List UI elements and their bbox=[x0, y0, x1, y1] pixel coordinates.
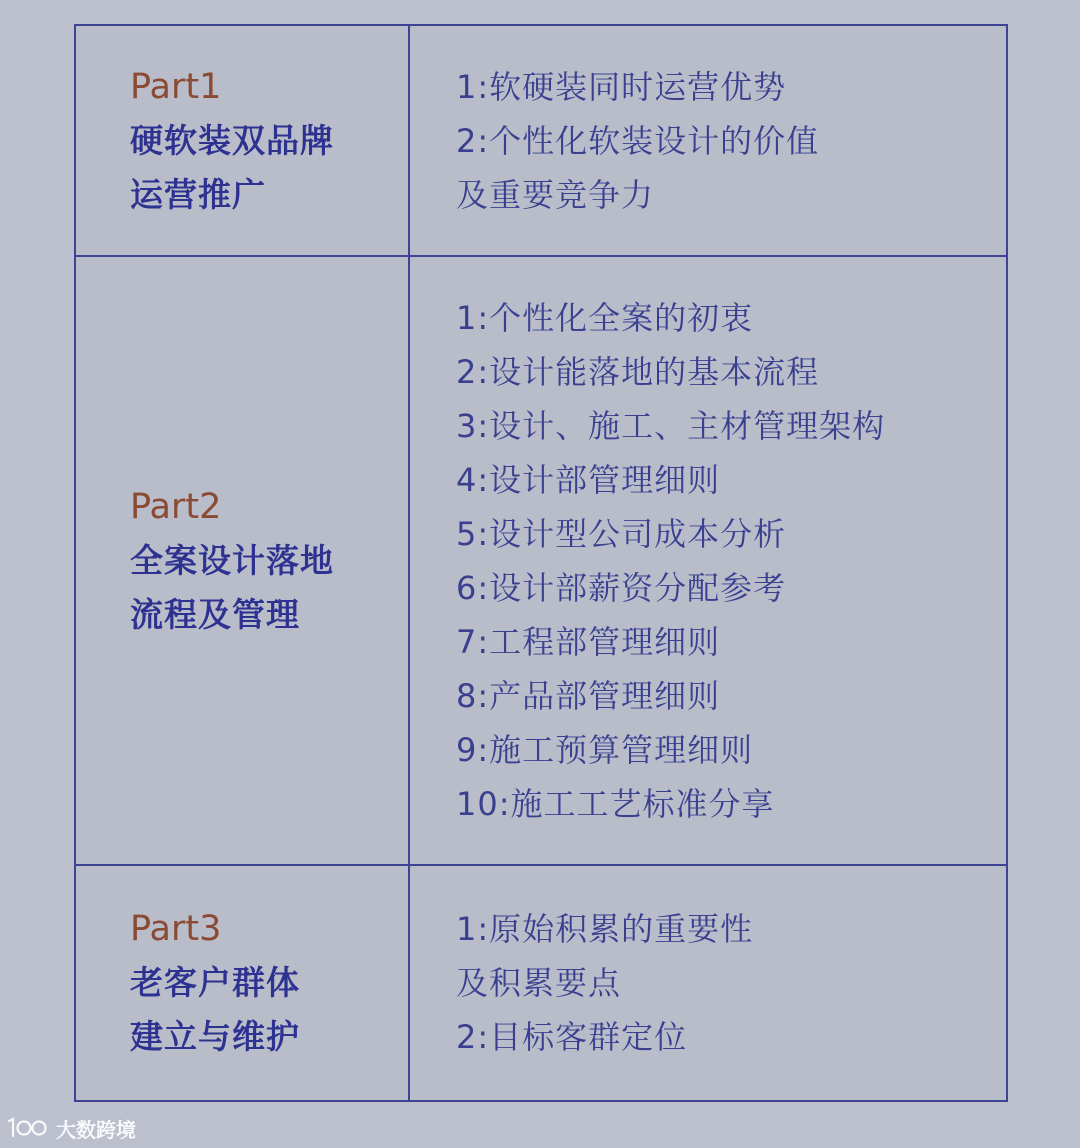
list-item: 及积累要点 bbox=[456, 964, 622, 1002]
list-item: 1:个性化全案的初衷 bbox=[456, 298, 754, 337]
list-item: 5:设计型公司成本分析 bbox=[456, 514, 787, 553]
list-item: 7:工程部管理细则 bbox=[456, 622, 721, 661]
100-logo-icon bbox=[6, 1116, 50, 1140]
section-heading-cell bbox=[76, 26, 410, 255]
list-item: 2:目标客群定位 bbox=[456, 1018, 688, 1056]
part-label: Part2 bbox=[130, 486, 222, 527]
list-item: 10:施工工艺标准分享 bbox=[456, 784, 775, 823]
part-title-line: 流程及管理 bbox=[130, 594, 300, 634]
list-item: 8:产品部管理细则 bbox=[456, 676, 721, 715]
part-title-line: 运营推广 bbox=[130, 174, 266, 214]
outline-table bbox=[74, 24, 1008, 1102]
list-item: 9:施工预算管理细则 bbox=[456, 730, 754, 769]
section-items-cell bbox=[410, 26, 1006, 255]
section-items-cell bbox=[410, 257, 1006, 864]
list-item: 2:设计能落地的基本流程 bbox=[456, 352, 820, 391]
list-item: 1:原始积累的重要性 bbox=[456, 910, 754, 948]
list-item: 3:设计、施工、主材管理架构 bbox=[456, 406, 886, 445]
section-row-part3 bbox=[76, 866, 1006, 1100]
watermark-text: 大数跨境 bbox=[56, 1117, 136, 1142]
section-items-cell bbox=[410, 866, 1006, 1100]
section-row-part1 bbox=[76, 26, 1006, 257]
list-item: 1:软硬装同时运营优势 bbox=[456, 67, 787, 106]
list-item: 4:设计部管理细则 bbox=[456, 460, 721, 499]
part-label: Part3 bbox=[130, 909, 222, 949]
part-title-line: 全案设计落地 bbox=[130, 540, 334, 580]
part-title-line: 建立与维护 bbox=[130, 1017, 300, 1056]
section-row-part2 bbox=[76, 257, 1006, 866]
list-item: 6:设计部薪资分配参考 bbox=[456, 568, 787, 607]
part-label: Part1 bbox=[130, 66, 222, 107]
list-item: 及重要竞争力 bbox=[456, 175, 655, 214]
part-title-line: 老客户群体 bbox=[130, 963, 300, 1002]
watermark bbox=[6, 1112, 136, 1144]
section-heading-cell bbox=[76, 866, 410, 1100]
section-heading-cell bbox=[76, 257, 410, 864]
list-item: 2:个性化软装设计的价值 bbox=[456, 121, 820, 160]
part-title-line: 硬软装双品牌 bbox=[130, 120, 334, 160]
